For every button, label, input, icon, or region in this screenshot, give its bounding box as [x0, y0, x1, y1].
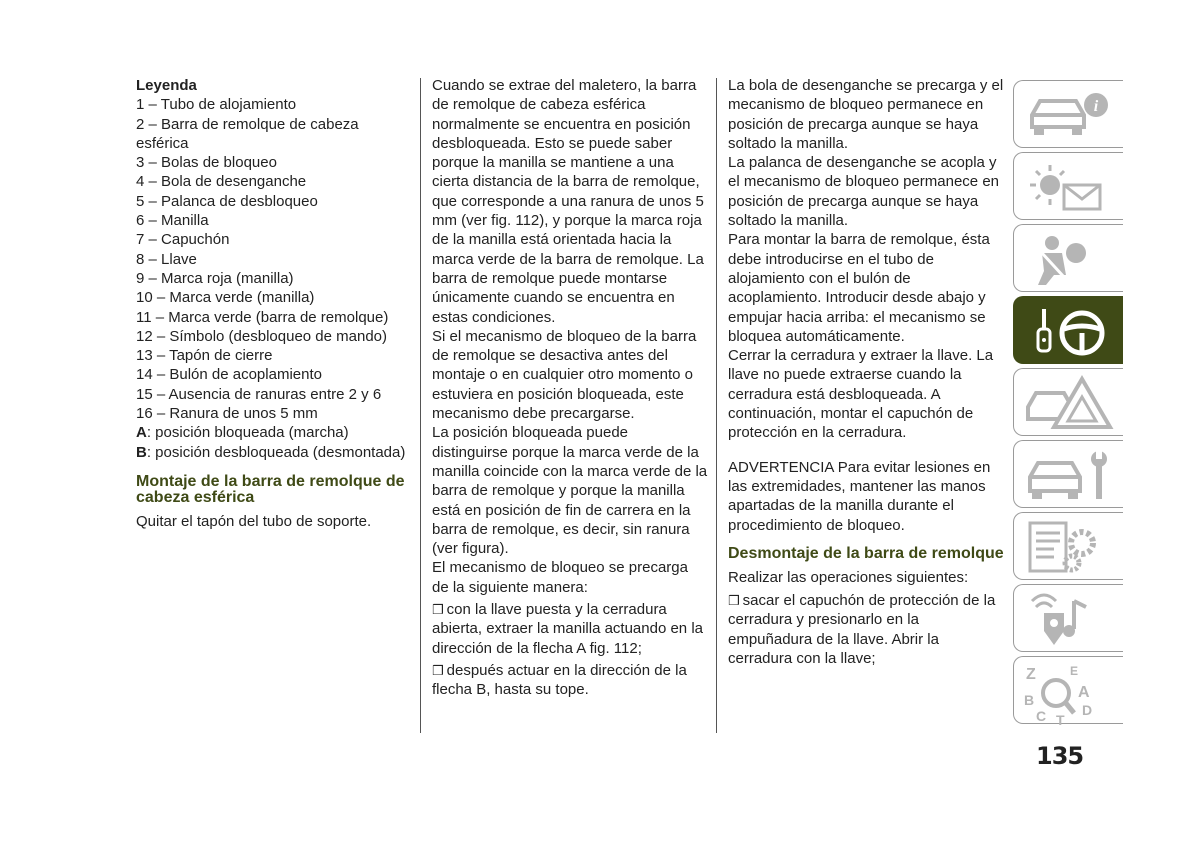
paragraph: Cuando se extrae del maletero, la barra de remolque de cabeza esférica normalmente se encuentra en posición desbloqueada. Esto se puede saber porque la manilla se mantiene a una cierta distancia de la barra de remolque, que corresponde a una ranura de unos 5 mm (ver fig. 112), y porque la marca roja de la manilla está orientada hacia la marca verde de la barra de remolque. La barra de remolque puede montarse únicamente cuando se encuentra en estas condiciones.: [432, 77, 704, 326]
column-divider: [420, 78, 421, 733]
key-steering-wheel-icon: [1024, 303, 1116, 359]
column-1: [136, 76, 406, 531]
legend-item: 10 – Marca verde (manilla): [136, 289, 315, 307]
legend-item: 9 – Marca roja (manilla): [136, 269, 294, 287]
svg-text:i: i: [1093, 98, 1099, 115]
lights-envelope-icon: [1024, 159, 1116, 215]
legend-item: 11 – Marca verde (barra de remolque): [136, 308, 389, 326]
paragraph: Para montar la barra de remolque, ésta debe introducirse en el tubo de alojamiento con el bulón de acoplamiento. Introducir desde abajo y empujar hacia arriba: el mecanismo se bloquea automáticamente.: [728, 231, 990, 345]
tab-emergency[interactable]: [1013, 368, 1123, 436]
tab-multimedia[interactable]: [1013, 584, 1123, 652]
paragraph: La posición bloqueada puede distinguirse porque la marca verde de la manilla coincide con la marca verde de la barra de remolque y porque la manilla está en posición de fin de carrera en la barra de remolque, es decir, sin ranura (ver figura).: [432, 424, 708, 558]
paragraph: Si el mecanismo de bloqueo de la barra de remolque se desactiva antes del montaje o en cualquier otro momento o estuviera en posición bloqueada, este mecanismo debe precargarse.: [432, 327, 697, 423]
tab-starting-driving[interactable]: [1013, 296, 1123, 364]
legend-item: 5 – Palanca de desbloqueo: [136, 192, 318, 210]
legend-item: 6 – Manilla: [136, 212, 209, 230]
section-heading-desmontaje: Desmontaje de la barra de remolque: [728, 544, 1004, 562]
index-letter-z: Z: [1026, 666, 1036, 683]
index-letter-c: C: [1036, 708, 1047, 724]
tab-index[interactable]: [1013, 656, 1123, 727]
legend-item: 3 – Bolas de bloqueo: [136, 154, 277, 172]
legend-item: 12 – Símbolo (desbloqueo de mando): [136, 327, 388, 345]
seatbelt-airbag-icon: [1024, 231, 1116, 287]
section-heading-montaje: Montaje de la barra de remolque de cabeza esférica: [136, 472, 405, 506]
car-warning-triangle-icon: [1024, 375, 1116, 431]
index-letter-b: B: [1024, 692, 1035, 708]
position-b: B: posición desbloqueada (desmontada): [136, 443, 406, 461]
legend-item: 8 – Llave: [136, 250, 197, 268]
legend-list: [136, 95, 406, 423]
legend-item: 13 – Tapón de cierre: [136, 347, 273, 365]
tab-safety[interactable]: [1013, 224, 1123, 292]
checkbox-bullet-icon: ❒: [728, 593, 740, 609]
car-info-icon: [1024, 87, 1116, 143]
bullet-item: ❒ sacar el capuchón de protección de la cerradura y presionarlo en la empuñadura de la llave. Abrir la cerradura con la llave;: [728, 592, 996, 668]
column-3: [728, 76, 1006, 668]
document-gears-icon: [1024, 519, 1116, 575]
index-letter-t: T: [1056, 712, 1065, 727]
multimedia-icon: [1024, 591, 1116, 647]
car-wrench-icon: [1024, 447, 1116, 503]
checkbox-bullet-icon: ❒: [432, 602, 444, 618]
tab-car-info[interactable]: [1013, 80, 1123, 148]
paragraph: El mecanismo de bloqueo se precarga de la siguiente manera:: [432, 559, 688, 596]
legend-item: 16 – Ranura de unos 5 mm: [136, 405, 318, 423]
legend-item: 2 – Barra de remolque de cabeza esférica: [136, 115, 359, 152]
checkbox-bullet-icon: ❒: [432, 662, 444, 678]
intro-text: Quitar el tapón del tubo de soporte.: [136, 512, 372, 530]
legend-item: 14 – Bulón de acoplamiento: [136, 366, 322, 384]
legend-item: 7 – Capuchón: [136, 231, 230, 249]
bullet-item: ❒ después actuar en la dirección de la flecha B, hasta su tope.: [432, 661, 687, 699]
spacer: [728, 443, 1006, 458]
index-letter-e: E: [1070, 664, 1079, 678]
bullet-item: ❒ con la llave puesta y la cerradura abierta, extraer la manilla actuando en la dirección de la flecha A fig. 112;: [432, 601, 703, 657]
position-a: A: posición bloqueada (marcha): [136, 424, 349, 442]
intro-text: Realizar las operaciones siguientes:: [728, 568, 969, 586]
column-divider: [716, 78, 717, 733]
legend-item: 15 – Ausencia de ranuras entre 2 y 6: [136, 385, 382, 403]
tab-technical-data[interactable]: [1013, 512, 1123, 580]
alphabetical-index-icon: [1024, 663, 1116, 727]
tab-maintenance[interactable]: [1013, 440, 1123, 508]
tab-lights[interactable]: [1013, 152, 1123, 220]
column-2: [432, 76, 708, 700]
warning-text: ADVERTENCIA Para evitar lesiones en las extremidades, mantener las manos apartadas de la manilla durante el procedimiento de bloqueo.: [728, 458, 991, 534]
legend-title: Leyenda: [136, 77, 197, 94]
paragraph: La bola de desenganche se precarga y el mecanismo de bloqueo permanece en posición de precarga aunque se haya soltado la manilla.: [728, 77, 1004, 152]
paragraph: La palanca de desenganche se acopla y el mecanismo de bloqueo permanece en posición de precarga aunque se haya soltado la manilla.: [728, 154, 1000, 230]
legend-item: 4 – Bola de desenganche: [136, 173, 307, 191]
paragraph: Cerrar la cerradura y extraer la llave. La llave no puede extraerse cuando la cerradura está desbloqueada. A continuación, montar el capuchón de protección en la cerradura.: [728, 347, 994, 442]
index-letter-d: D: [1082, 702, 1093, 718]
page-number: 135: [1036, 742, 1084, 770]
legend-item: 1 – Tubo de alojamiento: [136, 96, 297, 114]
index-letter-a: A: [1078, 684, 1090, 701]
